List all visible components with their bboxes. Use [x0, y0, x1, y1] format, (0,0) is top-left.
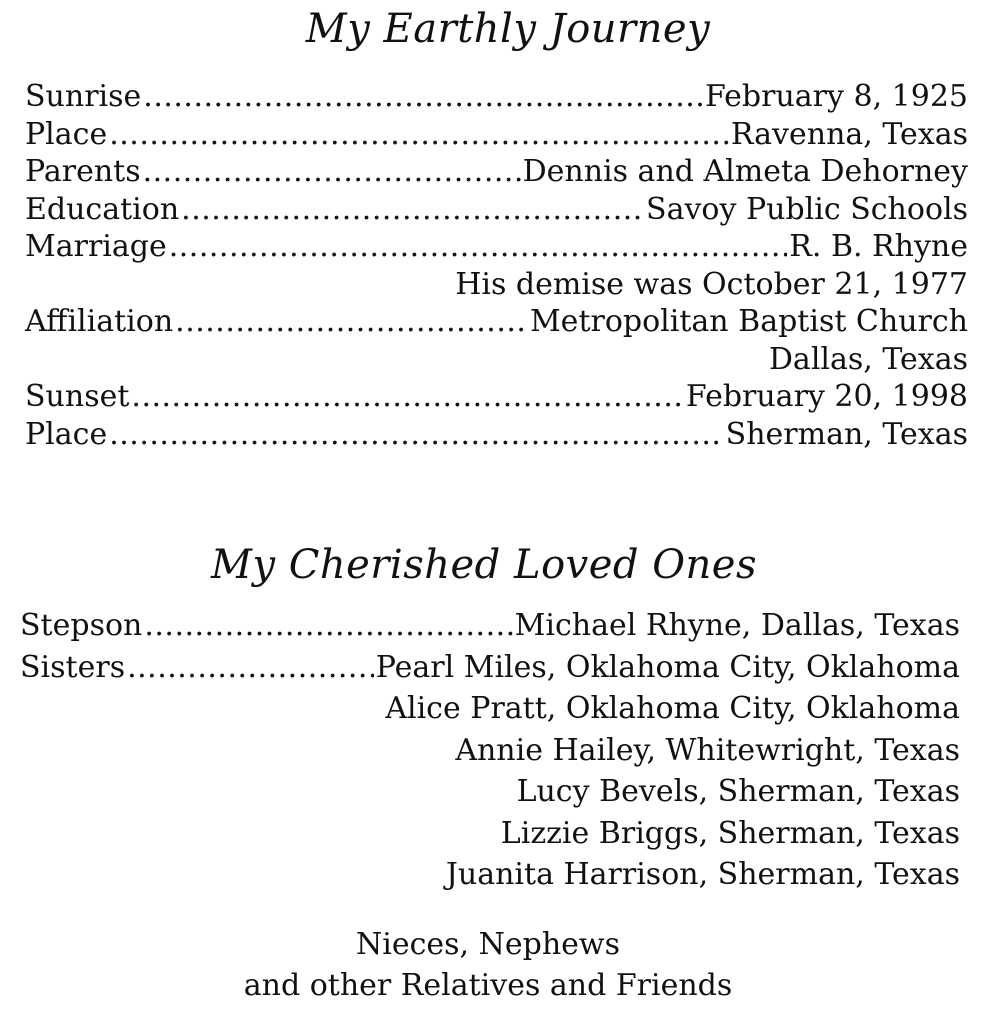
dot-leader [181, 191, 644, 229]
sister-line: Alice Pratt, Oklahoma City, Oklahoma [385, 691, 960, 726]
row-label: Parents [25, 154, 141, 189]
row-value: February 8, 1925 [704, 79, 968, 114]
row-value: R. B. Rhyne [789, 229, 968, 264]
marriage-row [25, 228, 968, 266]
dot-leader [143, 78, 703, 116]
closing-line-2: and other Relatives and Friends [243, 968, 733, 1003]
dot-leader [143, 153, 521, 191]
row-label: Sunset [25, 379, 130, 414]
parents-row [25, 153, 968, 191]
affiliation-row [25, 303, 968, 341]
row-label: Marriage [25, 229, 167, 264]
closing-line-1: Nieces, Nephews [356, 927, 620, 962]
row-label: Sunrise [25, 79, 142, 114]
row-value: Dennis and Almeta Dehorney [522, 154, 968, 189]
death-place-row [25, 416, 968, 454]
affiliation-continuation: Dallas, Texas [768, 341, 968, 377]
marriage-note: His demise was October 21, 1977 [455, 266, 968, 302]
row-label: Place [25, 116, 108, 152]
loved-ones-section [20, 605, 960, 896]
row-label: Sisters [20, 649, 126, 685]
loved-ones-heading: My Cherished Loved Ones [211, 542, 757, 588]
row-value: Pearl Miles, Oklahoma City, Oklahoma [375, 649, 960, 685]
sisters-row [20, 647, 960, 689]
dot-leader [175, 303, 528, 341]
row-value: Metropolitan Baptist Church [529, 304, 968, 339]
dot-leader [127, 647, 374, 689]
dot-leader [144, 605, 512, 647]
row-label: Stepson [20, 608, 143, 643]
sunrise-row [25, 78, 968, 116]
sunset-row [25, 378, 968, 416]
sister-line: Annie Hailey, Whitewright, Texas [455, 732, 960, 768]
row-label: Place [25, 416, 108, 452]
dot-leader [109, 116, 729, 154]
sister-line: Lizzie Briggs, Sherman, Texas [500, 815, 960, 851]
row-value: Michael Rhyne, Dallas, Texas [514, 608, 960, 643]
sister-line: Juanita Harrison, Sherman, Texas [445, 857, 960, 892]
row-label: Education [25, 191, 180, 227]
row-value: February 20, 1998 [685, 379, 968, 414]
sister-line: Lucy Bevels, Sherman, Texas [516, 774, 960, 809]
dot-leader [109, 416, 723, 454]
stepson-row [20, 605, 960, 647]
row-value: Ravenna, Texas [730, 116, 968, 152]
earthly-journey-section [25, 78, 968, 453]
row-value: Savoy Public Schools [646, 191, 968, 227]
dot-leader [131, 378, 683, 416]
earthly-journey-heading: My Earthly Journey [305, 6, 711, 52]
dot-leader [169, 228, 788, 266]
education-row [25, 191, 968, 229]
row-value: Sherman, Texas [725, 416, 968, 452]
closing-note [0, 924, 976, 1006]
birthplace-row [25, 116, 968, 154]
row-label: Affiliation [25, 304, 174, 339]
